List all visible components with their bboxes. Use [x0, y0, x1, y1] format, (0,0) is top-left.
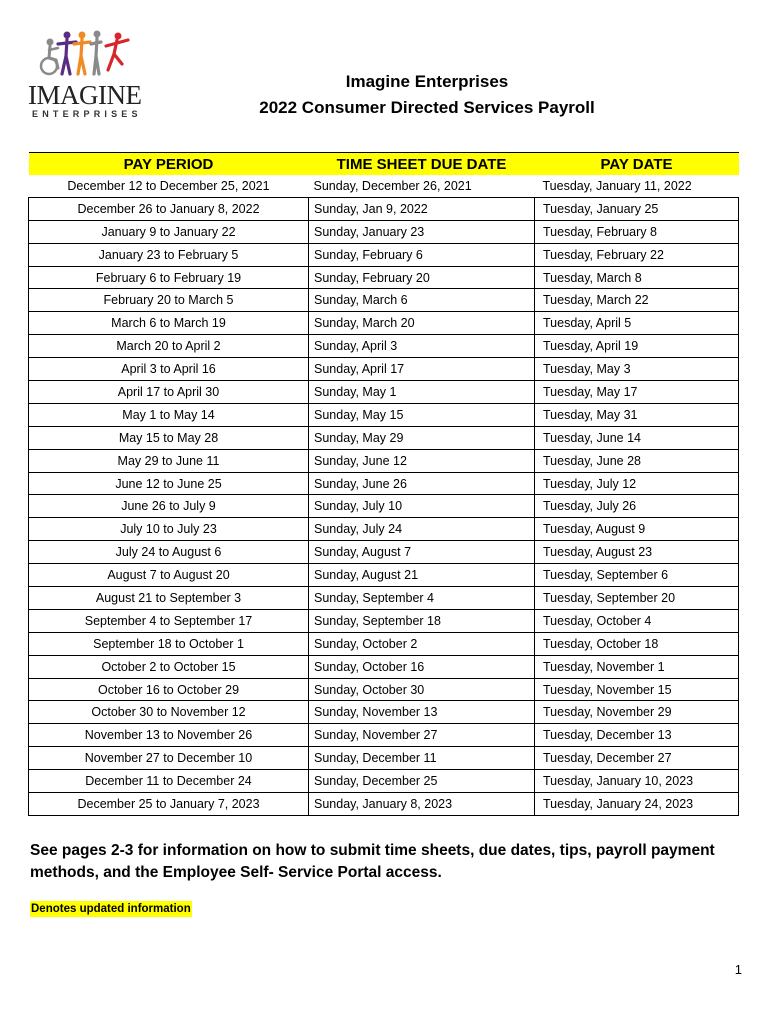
pay-date-cell: Tuesday, November 1 [535, 655, 739, 678]
pay-period-cell: February 20 to March 5 [29, 289, 309, 312]
pay-period-cell: October 2 to October 15 [29, 655, 309, 678]
time-sheet-due-date-cell: Sunday, February 6 [309, 243, 535, 266]
pay-period-cell: December 12 to December 25, 2021 [29, 175, 309, 197]
time-sheet-due-date-cell: Sunday, November 27 [309, 724, 535, 747]
time-sheet-due-date-cell: Sunday, October 30 [309, 678, 535, 701]
table-row [29, 220, 739, 243]
updated-info-legend: Denotes updated information [31, 903, 191, 915]
page-number: 1 [734, 962, 742, 977]
time-sheet-due-date-cell: Sunday, September 18 [309, 609, 535, 632]
table-row [29, 701, 739, 724]
table-row [29, 632, 739, 655]
pay-date-cell: Tuesday, July 26 [535, 495, 739, 518]
pay-date-cell: Tuesday, January 11, 2022 [535, 175, 739, 197]
time-sheet-due-date-cell: Sunday, December 11 [309, 747, 535, 770]
pay-date-cell: Tuesday, October 4 [535, 609, 739, 632]
pay-date-cell: Tuesday, May 3 [535, 358, 739, 381]
table-row [29, 541, 739, 564]
pay-period-cell: July 24 to August 6 [29, 541, 309, 564]
people-figures-icon [34, 30, 134, 80]
pay-period-cell: January 9 to January 22 [29, 220, 309, 243]
table-row [29, 449, 739, 472]
pay-date-cell: Tuesday, July 12 [535, 472, 739, 495]
time-sheet-due-date-cell: Sunday, Jan 9, 2022 [309, 197, 535, 220]
time-sheet-due-date-cell: Sunday, February 20 [309, 266, 535, 289]
time-sheet-due-date-cell: Sunday, January 8, 2023 [309, 793, 535, 816]
time-sheet-due-date-cell: Sunday, January 23 [309, 220, 535, 243]
time-sheet-due-date-cell: Sunday, September 4 [309, 587, 535, 610]
pay-date-cell: Tuesday, January 10, 2023 [535, 770, 739, 793]
table-row [29, 197, 739, 220]
table-row [29, 609, 739, 632]
pay-date-cell: Tuesday, September 6 [535, 564, 739, 587]
column-header-time-sheet-due-date: TIME SHEET DUE DATE [309, 153, 535, 176]
pay-date-cell: Tuesday, May 17 [535, 381, 739, 404]
pay-period-cell: August 7 to August 20 [29, 564, 309, 587]
time-sheet-due-date-cell: Sunday, October 16 [309, 655, 535, 678]
table-row [29, 793, 739, 816]
pay-period-cell: June 12 to June 25 [29, 472, 309, 495]
time-sheet-due-date-cell: Sunday, December 25 [309, 770, 535, 793]
time-sheet-due-date-cell: Sunday, December 26, 2021 [309, 175, 535, 197]
pay-date-cell: Tuesday, August 9 [535, 518, 739, 541]
pay-date-cell: Tuesday, January 25 [535, 197, 739, 220]
pay-period-cell: March 6 to March 19 [29, 312, 309, 335]
time-sheet-due-date-cell: Sunday, April 3 [309, 335, 535, 358]
time-sheet-due-date-cell: Sunday, March 20 [309, 312, 535, 335]
table-row [29, 564, 739, 587]
pay-date-cell: Tuesday, September 20 [535, 587, 739, 610]
pay-date-cell: Tuesday, August 23 [535, 541, 739, 564]
table-row [29, 495, 739, 518]
time-sheet-due-date-cell: Sunday, July 10 [309, 495, 535, 518]
table-row [29, 770, 739, 793]
pay-date-cell: Tuesday, December 27 [535, 747, 739, 770]
table-row [29, 403, 739, 426]
table-row [29, 587, 739, 610]
table-row [29, 243, 739, 266]
table-row [29, 678, 739, 701]
pay-period-cell: August 21 to September 3 [29, 587, 309, 610]
pay-period-cell: September 4 to September 17 [29, 609, 309, 632]
time-sheet-due-date-cell: Sunday, August 7 [309, 541, 535, 564]
table-row [29, 381, 739, 404]
pay-date-cell: Tuesday, June 28 [535, 449, 739, 472]
instructions-note: See pages 2-3 for information on how to submit time sheets, due dates, tips, payroll payment methods, and the Employee Self- Service Portal access. [30, 842, 715, 881]
table-row [29, 335, 739, 358]
table-row [29, 518, 739, 541]
pay-date-cell: Tuesday, November 15 [535, 678, 739, 701]
pay-date-cell: Tuesday, October 18 [535, 632, 739, 655]
time-sheet-due-date-cell: Sunday, August 21 [309, 564, 535, 587]
pay-period-cell: May 1 to May 14 [29, 403, 309, 426]
time-sheet-due-date-cell: Sunday, May 29 [309, 426, 535, 449]
table-row [29, 747, 739, 770]
table-row [29, 175, 739, 197]
pay-period-cell: December 11 to December 24 [29, 770, 309, 793]
pay-period-cell: November 27 to December 10 [29, 747, 309, 770]
pay-period-cell: May 29 to June 11 [29, 449, 309, 472]
time-sheet-due-date-cell: Sunday, May 1 [309, 381, 535, 404]
pay-period-cell: July 10 to July 23 [29, 518, 309, 541]
time-sheet-due-date-cell: Sunday, October 2 [309, 632, 535, 655]
table-row [29, 724, 739, 747]
pay-period-cell: June 26 to July 9 [29, 495, 309, 518]
table-row [29, 289, 739, 312]
page-title: Imagine Enterprises [345, 72, 509, 91]
time-sheet-due-date-cell: Sunday, June 12 [309, 449, 535, 472]
pay-date-cell: Tuesday, April 5 [535, 312, 739, 335]
logo [28, 30, 142, 125]
pay-period-cell: December 26 to January 8, 2022 [29, 197, 309, 220]
page-subtitle: 2022 Consumer Directed Services Payroll [259, 98, 595, 117]
column-header-pay-date: PAY DATE [535, 153, 739, 176]
column-header-pay-period: PAY PERIOD [29, 153, 309, 176]
pay-period-cell: September 18 to October 1 [29, 632, 309, 655]
pay-date-cell: Tuesday, March 8 [535, 266, 739, 289]
pay-period-cell: May 15 to May 28 [29, 426, 309, 449]
time-sheet-due-date-cell: Sunday, June 26 [309, 472, 535, 495]
pay-period-cell: December 25 to January 7, 2023 [29, 793, 309, 816]
time-sheet-due-date-cell: Sunday, July 24 [309, 518, 535, 541]
pay-period-cell: October 16 to October 29 [29, 678, 309, 701]
time-sheet-due-date-cell: Sunday, November 13 [309, 701, 535, 724]
table-row [29, 472, 739, 495]
pay-date-cell: Tuesday, November 29 [535, 701, 739, 724]
time-sheet-due-date-cell: Sunday, May 15 [309, 403, 535, 426]
pay-date-cell: Tuesday, December 13 [535, 724, 739, 747]
pay-period-cell: April 3 to April 16 [29, 358, 309, 381]
pay-period-cell: October 30 to November 12 [29, 701, 309, 724]
payroll-table [28, 152, 739, 816]
pay-date-cell: Tuesday, February 22 [535, 243, 739, 266]
pay-period-cell: February 6 to February 19 [29, 266, 309, 289]
pay-date-cell: Tuesday, June 14 [535, 426, 739, 449]
table-row [29, 312, 739, 335]
pay-date-cell: Tuesday, May 31 [535, 403, 739, 426]
time-sheet-due-date-cell: Sunday, March 6 [309, 289, 535, 312]
table-row [29, 655, 739, 678]
pay-period-cell: January 23 to February 5 [29, 243, 309, 266]
pay-date-cell: Tuesday, February 8 [535, 220, 739, 243]
table-row [29, 358, 739, 381]
table-header-row [29, 153, 739, 176]
logo-subtitle: ENTERPRISES [32, 109, 142, 119]
pay-date-cell: Tuesday, January 24, 2023 [535, 793, 739, 816]
pay-period-cell: March 20 to April 2 [29, 335, 309, 358]
pay-period-cell: April 17 to April 30 [29, 381, 309, 404]
time-sheet-due-date-cell: Sunday, April 17 [309, 358, 535, 381]
table-row [29, 266, 739, 289]
pay-date-cell: Tuesday, April 19 [535, 335, 739, 358]
logo-wordmark: IMAGINE [28, 80, 142, 110]
pay-date-cell: Tuesday, March 22 [535, 289, 739, 312]
table-row [29, 426, 739, 449]
pay-period-cell: November 13 to November 26 [29, 724, 309, 747]
